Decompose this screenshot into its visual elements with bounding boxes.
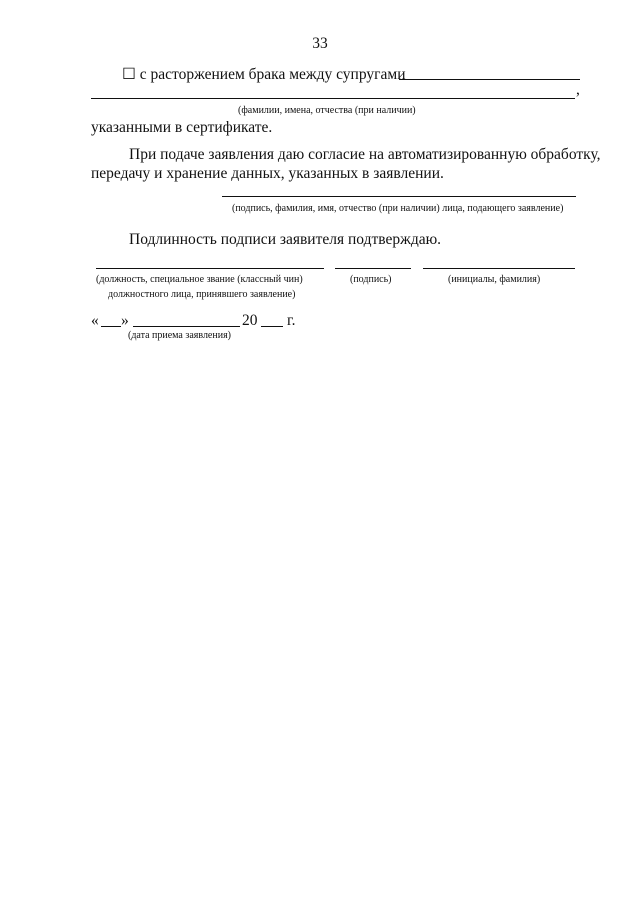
divorce-option-row <box>122 65 405 85</box>
date-close-quote: » <box>121 312 129 329</box>
official-position-caption-1: (должность, специальное звание (классный чин) <box>96 274 303 285</box>
divorce-option-label: с расторжением брака между супругами <box>139 66 406 83</box>
certificate-continuation: указанными в сертификате. <box>91 119 273 136</box>
official-initials-caption: (инициалы, фамилия) <box>448 274 541 285</box>
date-year-prefix: 20 <box>242 312 258 329</box>
divorce-names-line-2[interactable] <box>91 98 575 99</box>
applicant-signature-caption: (подпись, фамилия, имя, отчество (при наличии) лица, подающего заявление) <box>232 203 564 214</box>
date-year-line[interactable] <box>261 326 283 327</box>
checkbox-glyph[interactable]: ☐ <box>122 66 136 83</box>
divorce-names-line-1[interactable] <box>399 79 580 80</box>
date-year-suffix: г. <box>287 312 296 329</box>
consent-line-2: передачу и хранение данных, указанных в заявлении. <box>91 165 444 182</box>
names-caption: (фамилии, имена, отчества (при наличии) <box>238 105 416 116</box>
date-caption: (дата приема заявления) <box>128 330 232 341</box>
page-number: 33 <box>312 35 328 52</box>
official-signature-line[interactable] <box>335 268 411 269</box>
verification-text: Подлинность подписи заявителя подтверждаю. <box>129 231 442 248</box>
official-initials-line[interactable] <box>423 268 575 269</box>
trailing-comma: , <box>576 81 580 98</box>
official-position-caption-2: должностного лица, принявшего заявление) <box>108 289 296 300</box>
official-position-line[interactable] <box>96 268 324 269</box>
date-open-quote: « <box>91 312 99 329</box>
date-day-line[interactable] <box>101 326 121 327</box>
official-signature-caption: (подпись) <box>350 274 392 285</box>
consent-line-1: При подаче заявления даю согласие на автоматизированную обработку, <box>129 146 601 163</box>
date-month-line[interactable] <box>133 326 240 327</box>
applicant-signature-line[interactable] <box>222 196 576 197</box>
